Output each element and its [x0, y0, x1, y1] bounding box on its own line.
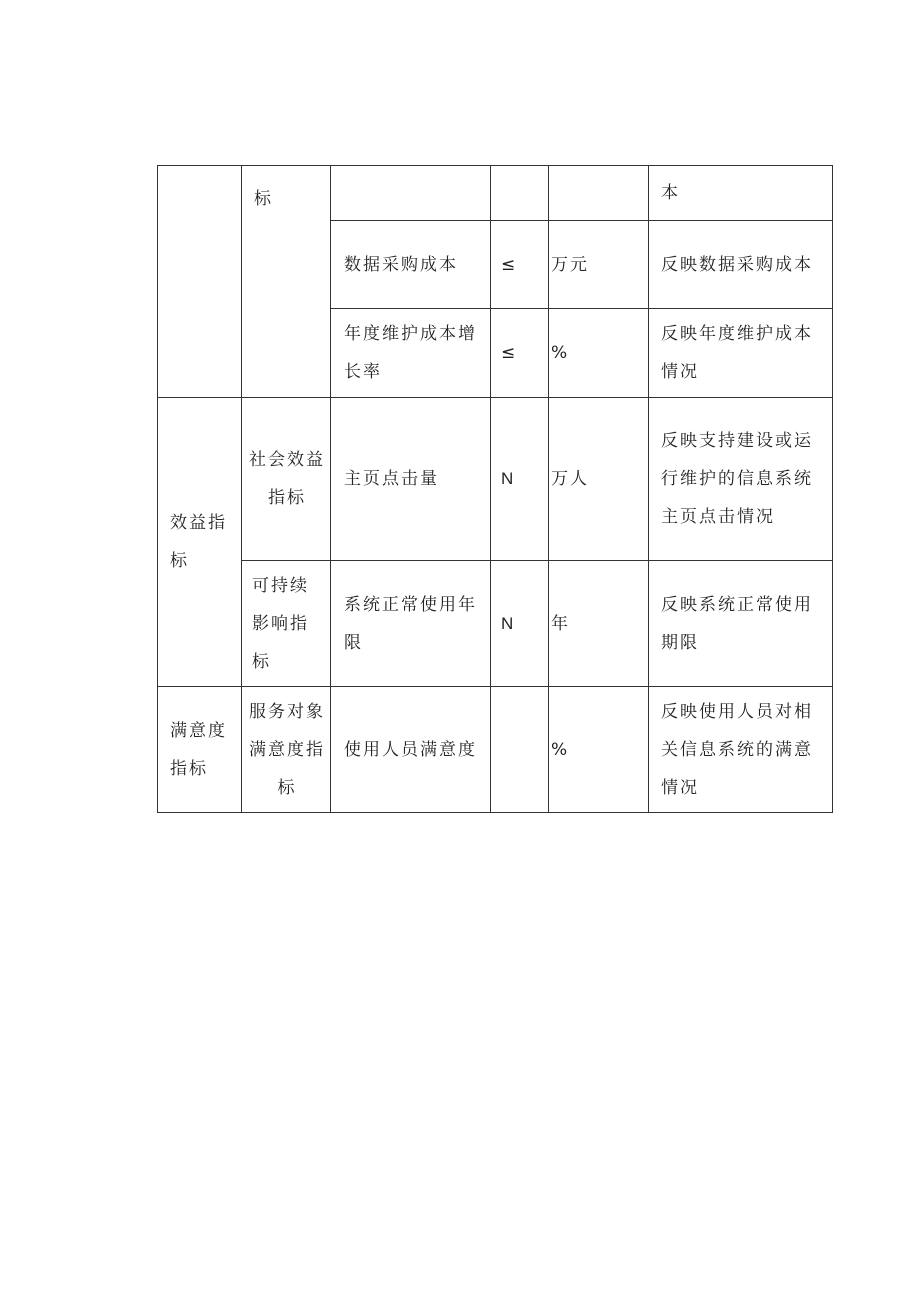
description-cell: 反映系统正常使用期限 — [649, 561, 833, 687]
operator-cell — [491, 687, 549, 813]
unit-cell — [549, 166, 649, 221]
indicator-cell: 数据采购成本 — [331, 221, 491, 309]
unit-cell: % — [549, 309, 649, 398]
description-cell: 反映支持建设或运行维护的信息系统主页点击情况 — [649, 398, 833, 561]
unit-cell: 万元 — [549, 221, 649, 309]
operator-cell: N — [491, 398, 549, 561]
level2-label: 标 — [254, 189, 273, 209]
indicator-cell: 主页点击量 — [331, 398, 491, 561]
unit-cell: 万人 — [549, 398, 649, 561]
level1-cell-benefit: 效益指标 — [158, 398, 242, 687]
level2-cell-sustainable: 可持续影响指标 — [242, 561, 331, 687]
level1-cell-satisfaction: 满意度指标 — [158, 687, 242, 813]
level1-cell-cost — [158, 166, 242, 398]
description-cell: 反映数据采购成本 — [649, 221, 833, 309]
level2-cell-service: 服务对象满意度指标 — [242, 687, 331, 813]
indicator-cell: 系统正常使用年限 — [331, 561, 491, 687]
table-row — [158, 398, 833, 561]
unit-cell: 年 — [549, 561, 649, 687]
description-cell: 反映年度维护成本情况 — [649, 309, 833, 398]
table-row — [158, 561, 833, 687]
indicator-cell: 年度维护成本增长率 — [331, 309, 491, 398]
level2-cell-social: 社会效益指标 — [242, 398, 331, 561]
indicator-cell — [331, 166, 491, 221]
table-row — [158, 687, 833, 813]
operator-cell: N — [491, 561, 549, 687]
performance-indicator-table — [157, 165, 833, 813]
description-cell: 本 — [649, 166, 833, 221]
table-row — [158, 166, 833, 221]
operator-cell: ≤ — [491, 221, 549, 309]
indicator-cell: 使用人员满意度 — [331, 687, 491, 813]
unit-cell: % — [549, 687, 649, 813]
operator-cell: ≤ — [491, 309, 549, 398]
description-cell: 反映使用人员对相关信息系统的满意情况 — [649, 687, 833, 813]
level2-cell-cost — [242, 166, 331, 398]
operator-cell — [491, 166, 549, 221]
